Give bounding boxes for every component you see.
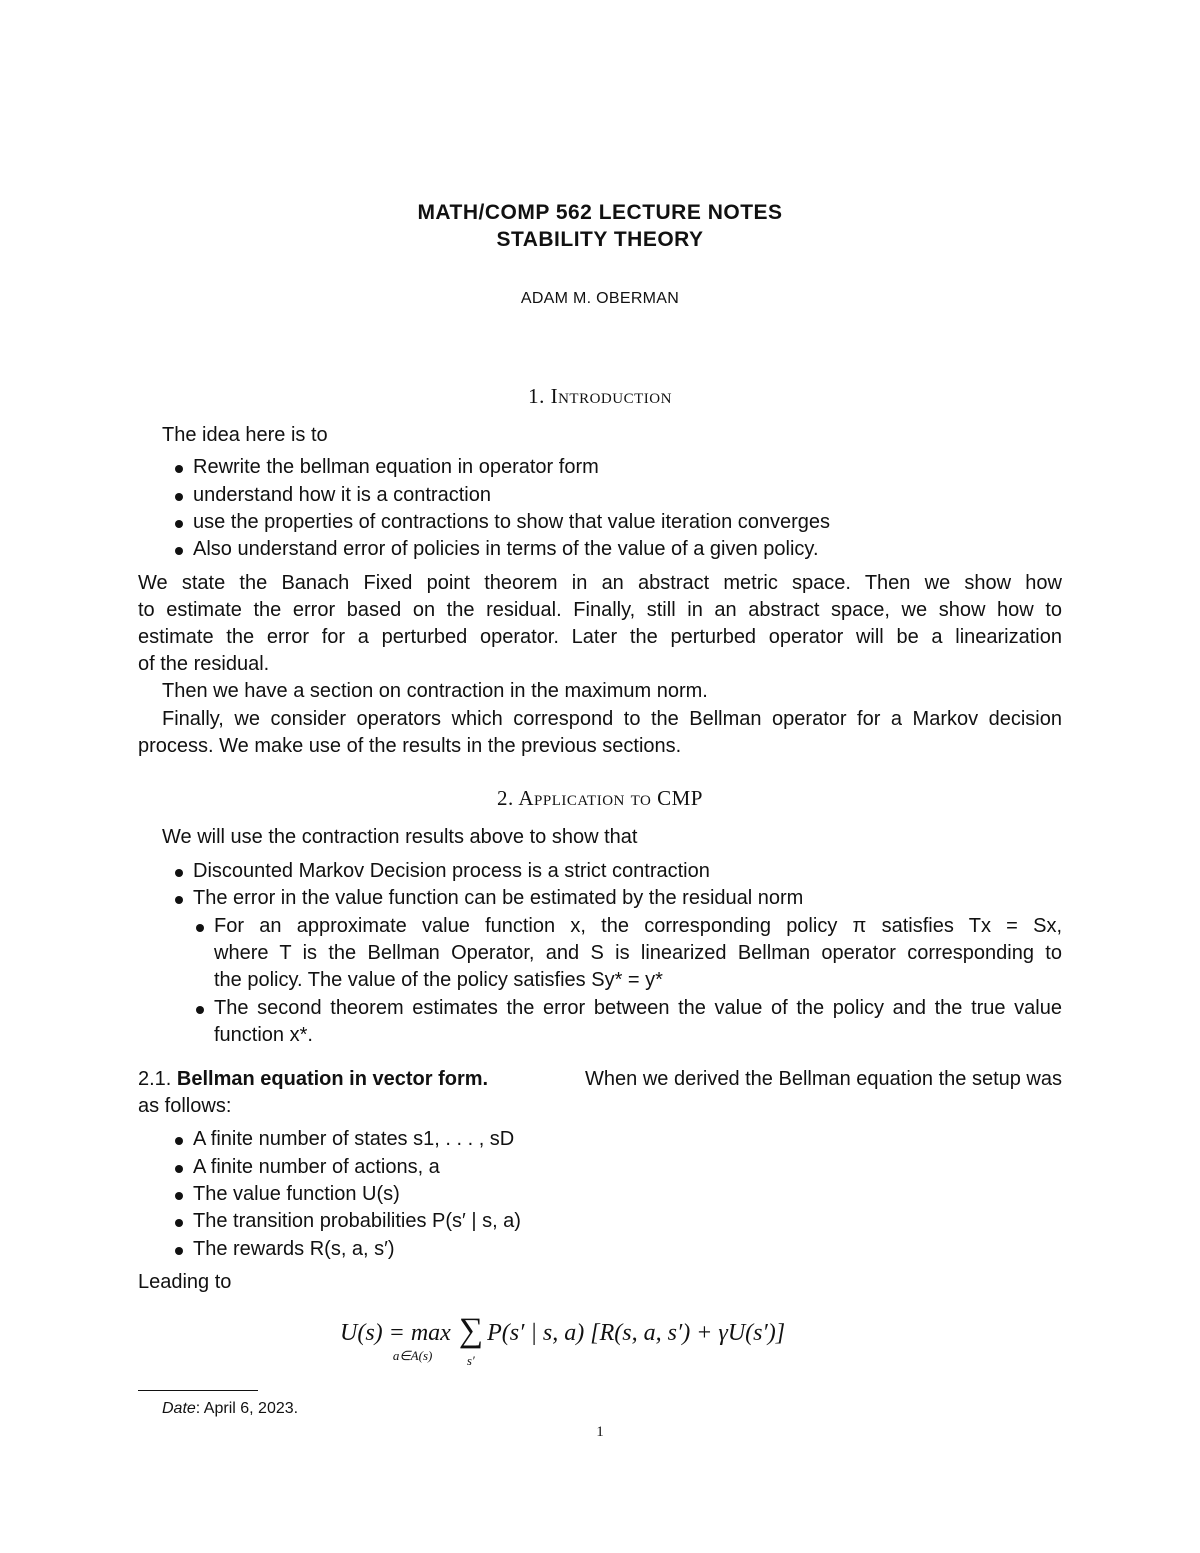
list-item: The error in the value function can be estimated by the residual norm	[193, 887, 1062, 910]
list-item-continuation: function x*.	[214, 1024, 313, 1046]
section-1-intro: The idea here is to	[162, 424, 328, 446]
sum-subscript: s′	[466, 1353, 475, 1368]
section-2-intro: We will use the contraction results above to show that	[162, 826, 638, 848]
subsection-text: When we derived the Bellman equation the setup was	[585, 1068, 1062, 1090]
list-item: The rewards R(s, a, s′)	[193, 1238, 1062, 1261]
list-item: A finite number of states s1, . . . , sD	[193, 1128, 1062, 1151]
equation-sum	[458, 1312, 484, 1368]
paragraph-line: as follows:	[138, 1095, 232, 1117]
paragraph-line: Leading to	[138, 1271, 232, 1293]
list-item: understand how it is a contraction	[193, 484, 1062, 507]
list-item: Also understand error of policies in terms of the value of a given policy.	[193, 538, 1062, 561]
section-2-heading: 2. Application to CMP	[497, 786, 703, 810]
equation-rhs: P(s′ | s, a) [R(s, a, s′) + γU(s′)]	[487, 1320, 786, 1346]
bellman-equation	[340, 1312, 786, 1368]
equation-lhs: U(s) = max	[340, 1320, 451, 1346]
page-number: 1	[596, 1424, 604, 1440]
list-item: use the properties of contractions to show that value iteration converges	[193, 511, 1062, 534]
subsection-title: Bellman equation in vector form.	[176, 1068, 489, 1090]
subsection-2-1-heading-line	[138, 1068, 1062, 1091]
equation-max-subscript: a∈A(s)	[392, 1348, 433, 1363]
list-item: A finite number of actions, a	[193, 1156, 1062, 1179]
paragraph-line: estimate the error for a perturbed operator. Later the perturbed operator will be a linearization	[138, 626, 1062, 648]
paragraph: Then we have a section on contraction in the maximum norm.	[162, 680, 708, 702]
list-item: For an approximate value function x, the corresponding policy π satisfies Tx = Sx,	[214, 915, 1062, 937]
list-item: The second theorem estimates the error between the value of the policy and the true value	[214, 997, 1062, 1019]
footnote-rule	[138, 1390, 258, 1391]
paragraph-line: process. We make use of the results in the previous sections.	[138, 735, 682, 757]
list-item: The transition probabilities P(s′ | s, a)	[193, 1210, 1062, 1233]
list-item: Rewrite the bellman equation in operator form	[193, 456, 1062, 479]
subsection-number: 2.1.	[138, 1068, 172, 1090]
paragraph-line: of the residual.	[138, 653, 270, 675]
sum-symbol: ∑	[458, 1312, 484, 1349]
footnote-label: Date	[162, 1400, 196, 1417]
footnote	[162, 1400, 298, 1418]
paragraph-line: We state the Banach Fixed point theorem in an abstract metric space. Then we show how	[138, 572, 1062, 594]
list-item: Discounted Markov Decision process is a strict contraction	[193, 860, 1062, 883]
list-item-continuation: where T is the Bellman Operator, and S is linearized Bellman operator corresponding to	[214, 942, 1062, 964]
footnote-text: : April 6, 2023.	[195, 1400, 299, 1417]
section-1-heading: 1. Introduction	[528, 384, 672, 408]
list-item-continuation: the policy. The value of the policy satisfies Sy* = y*	[214, 969, 663, 991]
paragraph-line: Finally, we consider operators which correspond to the Bellman operator for a Markov decision	[162, 708, 1062, 730]
title-line-1: MATH/COMP 562 LECTURE NOTES	[417, 201, 783, 224]
list-item: The value function U(s)	[193, 1183, 1062, 1206]
author: ADAM M. OBERMAN	[520, 290, 680, 307]
paragraph-line: to estimate the error based on the residual. Finally, still in an abstract space, we show how to	[138, 599, 1062, 621]
title-line-2: STABILITY THEORY	[496, 228, 704, 251]
